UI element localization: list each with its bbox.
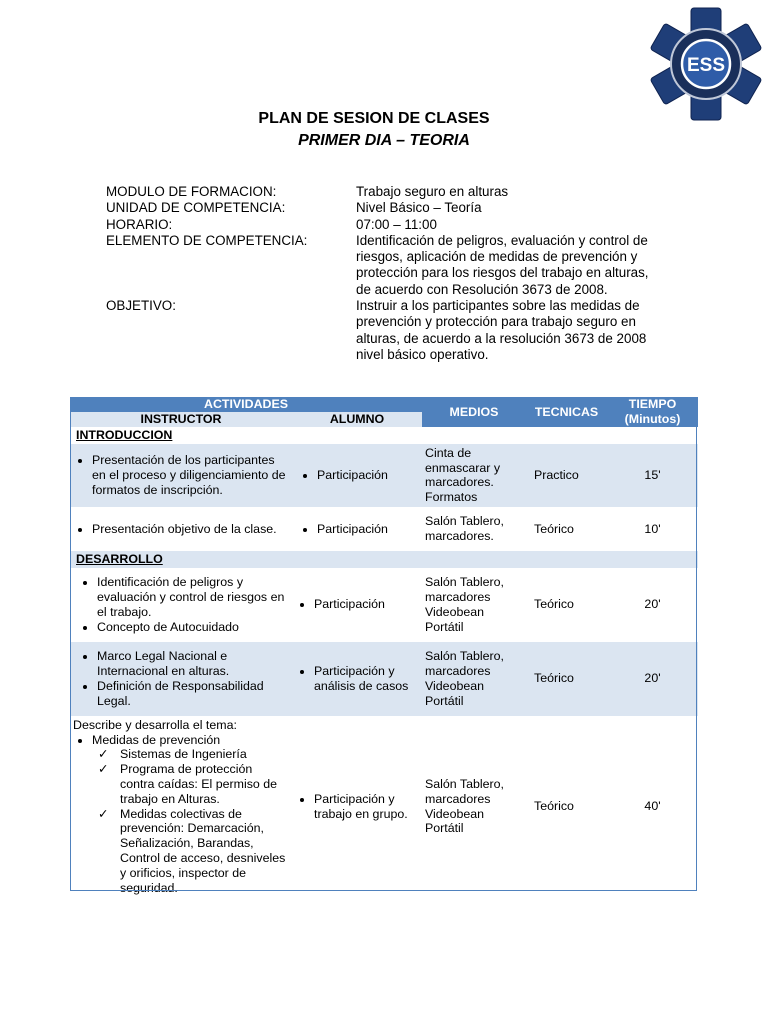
alumno-item: • Participación y trabajo en grupo. [314, 792, 419, 822]
unidad-label: UNIDAD DE COMPETENCIA: [106, 200, 286, 216]
elemento-value: Identificación de peligros, evaluación y control de riesgos, aplicación de medidas de prevención y protección para los riesgos del trabajo en alturas, de acuerdo con Resolución 3673 de 2008. [356, 232, 649, 297]
page-subtitle: PRIMER DIA – TEORIA [298, 132, 470, 149]
instructor-item: • Marco Legal Nacional e Internacional en alturas. [97, 649, 289, 679]
instructor-item: • Medidas de prevención [92, 733, 289, 748]
section-introduccion: INTRODUCCION [70, 427, 698, 444]
table-row [70, 568, 698, 642]
tecnica-cell: Teórico [526, 642, 607, 716]
objetivo-label: OBJETIVO: [106, 298, 176, 314]
header-medios: MEDIOS [422, 397, 526, 427]
tiempo-cell: 40' [644, 799, 661, 814]
header-actividades: ACTIVIDADES [70, 397, 422, 412]
instructor-item: • Identificación de peligros y evaluación y control de riesgos en el trabajo. [97, 575, 289, 619]
modulo-value: Trabajo seguro en alturas [356, 184, 509, 199]
page-title: PLAN DE SESION DE CLASES [258, 110, 490, 127]
logo-text: ESS [686, 55, 726, 76]
info-block [106, 184, 661, 363]
tiempo-cell: 10' [644, 521, 661, 536]
check-item: ✓ Medidas colectivas de prevención: Demarcación, Señalización, Barandas, Control de acceso, desniveles y orificios, inspector de seguridad. [120, 807, 289, 896]
table-row [70, 507, 698, 551]
table-row [70, 642, 698, 716]
header-instructor: INSTRUCTOR [70, 412, 292, 427]
instructor-item: • Presentación objetivo de la clase. [92, 522, 289, 537]
session-table [70, 397, 698, 897]
header-alumno: ALUMNO [292, 412, 422, 427]
header-tecnicas: TECNICAS [526, 397, 607, 427]
alumno-item: • Participación [317, 468, 419, 483]
tecnica-cell: Practico [526, 444, 607, 507]
ess-logo [648, 6, 764, 122]
medios-cell: Salón Tablero, marcadores Videobean Portátil [425, 776, 504, 836]
medios-cell: Salón Tablero, marcadores Videobean Portátil [422, 642, 526, 716]
check-item: ✓ Programa de protección contra caídas: El permiso de trabajo en Alturas. [120, 762, 289, 806]
table-row [70, 716, 698, 898]
elemento-label: ELEMENTO DE COMPETENCIA: [106, 232, 308, 248]
horario-value: 07:00 – 11:00 [356, 216, 437, 232]
modulo-label: MODULO DE FORMACION: [106, 184, 277, 199]
tecnica-cell: Teórico [534, 597, 574, 612]
horario-label: HORARIO: [106, 216, 173, 232]
unidad-value: Nivel Básico – Teoría [356, 200, 482, 216]
instructor-item: • Concepto de Autocuidado [97, 620, 289, 635]
tiempo-cell: 20' [644, 597, 661, 612]
tiempo-cell: 20' [607, 642, 698, 716]
medios-cell: Salón Tablero, marcadores. [425, 514, 504, 543]
section-desarrollo: DESARROLLO [70, 551, 698, 568]
table-row [70, 444, 698, 507]
medios-cell: Salón Tablero, marcadores Videobean Portátil [425, 575, 504, 634]
tecnica-cell: Teórico [534, 799, 574, 814]
tiempo-cell: 15' [607, 444, 698, 507]
objetivo-value: Instruir a los participantes sobre las medidas de prevención y protección para trabajo seguro en alturas, de acuerdo a la resolución 3673 de 2008 nivel básico operativo. [356, 298, 647, 362]
instructor-item: • Presentación de los participantes en el proceso y diligenciamiento de formatos de inscripción. [92, 453, 289, 497]
tecnica-cell: Teórico [534, 521, 574, 536]
header-tiempo: TIEMPO (Minutos) [607, 397, 698, 427]
alumno-item: • Participación y análisis de casos [314, 664, 419, 694]
instructor-item: • Definición de Responsabilidad Legal. [97, 679, 289, 709]
medios-cell: Cinta de enmascarar y marcadores. Formatos [422, 444, 526, 507]
alumno-item: • Participación [314, 597, 419, 612]
check-item: ✓ Sistemas de Ingeniería [120, 747, 289, 762]
instructor-intro: Describe y desarrolla el tema: [73, 717, 237, 732]
alumno-item: • Participación [317, 522, 419, 537]
